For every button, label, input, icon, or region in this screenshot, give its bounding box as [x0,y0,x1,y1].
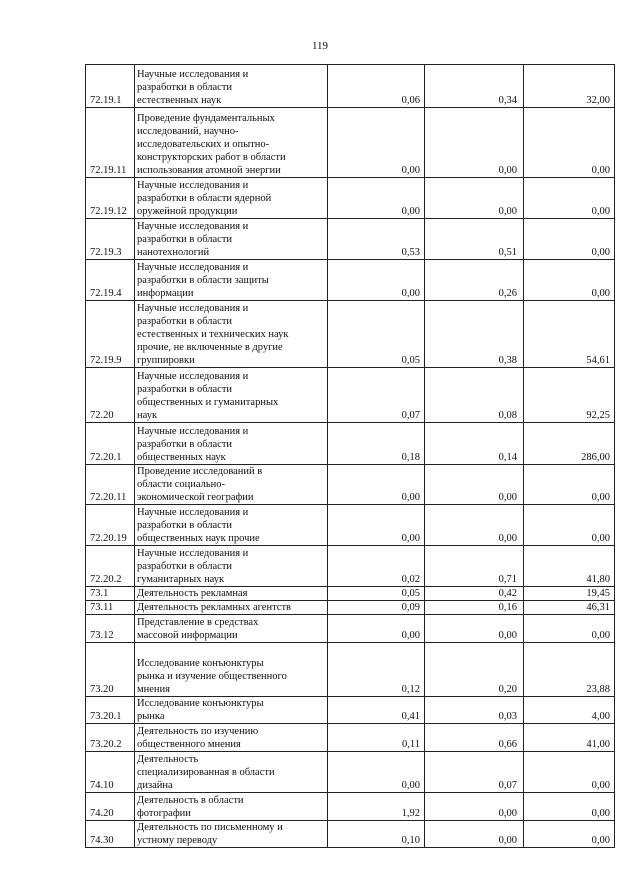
value-cell-1-text: 0,00 [401,630,420,641]
code-cell-text: 73.20.1 [90,711,122,722]
value-cell-3-text: 0,00 [591,288,610,299]
name-cell-text: Проведение исследований в области социально- экономической географии [137,466,263,503]
value-cell-2 [425,65,524,108]
value-cell-3-text: 4,00 [591,711,610,722]
name-cell-text: Научные исследования и разработки в области общественных и гуманитарных наук [137,371,279,421]
code-cell-text: 74.20 [90,808,114,819]
code-cell-text: 72.19.11 [90,165,127,176]
value-cell-1 [328,793,425,821]
name-cell [135,368,328,423]
name-cell-text: Научные исследования и разработки в области ядерной оружейной продукции [137,180,272,217]
table-row [86,368,615,423]
table-row [86,546,615,587]
code-cell-text: 73.12 [90,630,114,641]
table-row [86,65,615,108]
value-cell-3 [524,219,615,260]
value-cell-1-text: 0,00 [401,206,420,217]
table-body [86,65,615,848]
code-cell [86,546,135,587]
value-cell-1 [328,821,425,848]
code-cell-text: 73.1 [90,588,109,599]
value-cell-3 [524,505,615,546]
name-cell-text: Деятельность в области фотографии [137,795,244,819]
value-cell-1-text: 0,53 [401,247,420,258]
table-row [86,260,615,301]
value-cell-1 [328,108,425,178]
value-cell-1 [328,260,425,301]
value-cell-2-text: 0,03 [498,711,517,722]
code-cell-text: 72.19.12 [90,206,127,217]
code-cell [86,793,135,821]
value-cell-2-text: 0,26 [498,288,517,299]
value-cell-1 [328,178,425,219]
value-cell-1-text: 0,18 [401,452,420,463]
value-cell-2 [425,423,524,465]
name-cell [135,108,328,178]
code-cell [86,219,135,260]
name-cell-text: Исследование конъюнктуры рынка [137,698,264,722]
value-cell-2 [425,108,524,178]
value-cell-2-text: 0,00 [498,206,517,217]
value-cell-1 [328,587,425,601]
table-row [86,752,615,793]
table-row [86,697,615,724]
value-cell-2 [425,178,524,219]
code-cell [86,615,135,643]
value-cell-1-text: 0,00 [401,492,420,503]
value-cell-3-text: 46,31 [586,602,610,613]
value-cell-2 [425,697,524,724]
page-number: 119 [311,40,329,52]
table-row [86,724,615,752]
table-row [86,793,615,821]
value-cell-1-text: 0,07 [401,410,420,421]
value-cell-3-text: 0,00 [591,533,610,544]
value-cell-2-text: 0,00 [498,835,517,846]
value-cell-1 [328,752,425,793]
data-table [85,64,615,848]
code-cell [86,601,135,615]
value-cell-2-text: 0,71 [498,574,517,585]
value-cell-3 [524,423,615,465]
value-cell-2-text: 0,00 [498,165,517,176]
value-cell-2-text: 0,38 [498,355,517,366]
value-cell-2 [425,724,524,752]
value-cell-2 [425,643,524,697]
name-cell-text: Научные исследования и разработки в области гуманитарных наук [137,548,249,585]
code-cell-text: 72.19.9 [90,355,122,366]
value-cell-3 [524,752,615,793]
value-cell-3 [524,724,615,752]
value-cell-1-text: 0,41 [401,711,420,722]
value-cell-1 [328,423,425,465]
value-cell-3-text: 41,00 [586,739,610,750]
table-row [86,643,615,697]
code-cell-text: 72.20.2 [90,574,122,585]
value-cell-2-text: 0,00 [498,492,517,503]
code-cell [86,505,135,546]
value-cell-2-text: 0,07 [498,780,517,791]
code-cell-text: 73.20 [90,684,114,695]
value-cell-3-text: 54,61 [586,355,610,366]
code-cell-text: 72.20 [90,410,114,421]
value-cell-1-text: 1,92 [401,808,420,819]
value-cell-1-text: 0,02 [401,574,420,585]
value-cell-2 [425,793,524,821]
code-cell [86,260,135,301]
table-row [86,178,615,219]
value-cell-3 [524,178,615,219]
code-cell [86,724,135,752]
code-cell [86,587,135,601]
value-cell-2-text: 0,51 [498,247,517,258]
name-cell [135,465,328,505]
table-row [86,505,615,546]
name-cell-text: Научные исследования и разработки в области естественных наук [137,69,249,106]
value-cell-1-text: 0,05 [401,355,420,366]
value-cell-3-text: 32,00 [586,95,610,106]
code-cell [86,368,135,423]
value-cell-2 [425,601,524,615]
name-cell-text: Проведение фундаментальных исследований, научно- исследовательских и опытно- конструкторских работ в области использования атомной энергии [137,113,286,176]
code-cell-text: 74.30 [90,835,114,846]
code-cell [86,108,135,178]
value-cell-1-text: 0,00 [401,780,420,791]
data-table-container [85,64,615,848]
value-cell-1-text: 0,00 [401,165,420,176]
name-cell-text: Деятельность специализированная в области дизайна [137,754,275,791]
name-cell [135,724,328,752]
value-cell-3 [524,301,615,368]
value-cell-3-text: 0,00 [591,630,610,641]
value-cell-3 [524,615,615,643]
code-cell-text: 73.20.2 [90,739,122,750]
value-cell-1 [328,368,425,423]
name-cell [135,587,328,601]
value-cell-1-text: 0,00 [401,288,420,299]
code-cell-text: 72.19.3 [90,247,122,258]
value-cell-1 [328,465,425,505]
value-cell-2-text: 0,42 [498,588,517,599]
value-cell-1 [328,219,425,260]
name-cell [135,601,328,615]
name-cell [135,821,328,848]
value-cell-1 [328,697,425,724]
value-cell-2 [425,615,524,643]
value-cell-3-text: 0,00 [591,780,610,791]
code-cell-text: 72.19.4 [90,288,122,299]
value-cell-3 [524,108,615,178]
name-cell-text: Деятельность по изучению общественного мнения [137,726,259,750]
value-cell-3 [524,465,615,505]
table-row [86,821,615,848]
value-cell-3 [524,65,615,108]
table-row [86,108,615,178]
value-cell-3-text: 286,00 [581,452,610,463]
value-cell-2 [425,821,524,848]
code-cell-text: 72.20.19 [90,533,127,544]
value-cell-1 [328,724,425,752]
code-cell [86,65,135,108]
code-cell [86,301,135,368]
value-cell-2-text: 0,66 [498,739,517,750]
value-cell-1-text: 0,00 [401,533,420,544]
name-cell [135,423,328,465]
code-cell-text: 73.11 [90,602,114,613]
value-cell-2-text: 0,16 [498,602,517,613]
name-cell-text: Исследование конъюнктуры рынка и изучение общественного мнения [137,658,287,695]
table-row [86,465,615,505]
code-cell [86,697,135,724]
name-cell-text: Деятельность рекламных агентств [137,602,291,613]
value-cell-3-text: 0,00 [591,165,610,176]
name-cell-text: Деятельность по письменному и устному переводу [137,822,283,846]
value-cell-2-text: 0,00 [498,533,517,544]
table-row [86,587,615,601]
value-cell-3-text: 41,80 [586,574,610,585]
code-cell [86,752,135,793]
value-cell-1-text: 0,06 [401,95,420,106]
value-cell-2 [425,301,524,368]
value-cell-3-text: 23,88 [586,684,610,695]
code-cell [86,423,135,465]
value-cell-1 [328,546,425,587]
value-cell-1-text: 0,09 [401,602,420,613]
value-cell-3-text: 0,00 [591,247,610,258]
name-cell [135,65,328,108]
code-cell-text: 74.10 [90,780,114,791]
name-cell [135,505,328,546]
table-row [86,219,615,260]
value-cell-2-text: 0,08 [498,410,517,421]
name-cell-text: Представление в средствах массовой информации [137,617,259,641]
value-cell-2 [425,752,524,793]
value-cell-3 [524,821,615,848]
name-cell-text: Научные исследования и разработки в области нанотехнологий [137,221,249,258]
table-row [86,615,615,643]
value-cell-3 [524,793,615,821]
value-cell-2 [425,219,524,260]
value-cell-3 [524,587,615,601]
value-cell-2 [425,368,524,423]
code-cell-text: 72.20.1 [90,452,122,463]
value-cell-2-text: 0,00 [498,808,517,819]
table-row [86,423,615,465]
value-cell-1 [328,301,425,368]
value-cell-2 [425,465,524,505]
value-cell-1 [328,601,425,615]
value-cell-1 [328,615,425,643]
name-cell [135,643,328,697]
code-cell [86,821,135,848]
name-cell-text: Научные исследования и разработки в области естественных и технических наук прочие, не включенные в другие группировки [137,303,289,366]
value-cell-2 [425,587,524,601]
value-cell-2-text: 0,34 [498,95,517,106]
table-row [86,601,615,615]
value-cell-1-text: 0,11 [402,739,420,750]
value-cell-3-text: 92,25 [586,410,610,421]
name-cell [135,697,328,724]
value-cell-1 [328,505,425,546]
name-cell-text: Научные исследования и разработки в области защиты информации [137,262,269,299]
value-cell-3 [524,643,615,697]
code-cell [86,178,135,219]
name-cell-text: Научные исследования и разработки в области общественных наук прочие [137,507,260,544]
name-cell [135,178,328,219]
value-cell-3 [524,697,615,724]
value-cell-3 [524,368,615,423]
value-cell-3 [524,546,615,587]
name-cell [135,260,328,301]
value-cell-1-text: 0,10 [401,835,420,846]
value-cell-1 [328,65,425,108]
value-cell-2 [425,505,524,546]
value-cell-3 [524,601,615,615]
name-cell-text: Научные исследования и разработки в области общественных наук [137,426,249,463]
name-cell [135,301,328,368]
value-cell-3-text: 0,00 [591,835,610,846]
name-cell [135,793,328,821]
name-cell [135,546,328,587]
name-cell [135,615,328,643]
value-cell-3-text: 0,00 [591,492,610,503]
value-cell-2-text: 0,00 [498,630,517,641]
value-cell-2-text: 0,20 [498,684,517,695]
table-row [86,301,615,368]
value-cell-1-text: 0,05 [401,588,420,599]
value-cell-2 [425,546,524,587]
code-cell-text: 72.19.1 [90,95,122,106]
value-cell-1-text: 0,12 [401,684,420,695]
value-cell-3-text: 19,45 [586,588,610,599]
value-cell-1 [328,643,425,697]
value-cell-3-text: 0,00 [591,206,610,217]
code-cell [86,643,135,697]
value-cell-2 [425,260,524,301]
value-cell-2-text: 0,14 [498,452,517,463]
code-cell [86,465,135,505]
value-cell-3-text: 0,00 [591,808,610,819]
value-cell-3 [524,260,615,301]
name-cell [135,752,328,793]
name-cell-text: Деятельность рекламная [137,588,248,599]
code-cell-text: 72.20.11 [90,492,127,503]
name-cell [135,219,328,260]
